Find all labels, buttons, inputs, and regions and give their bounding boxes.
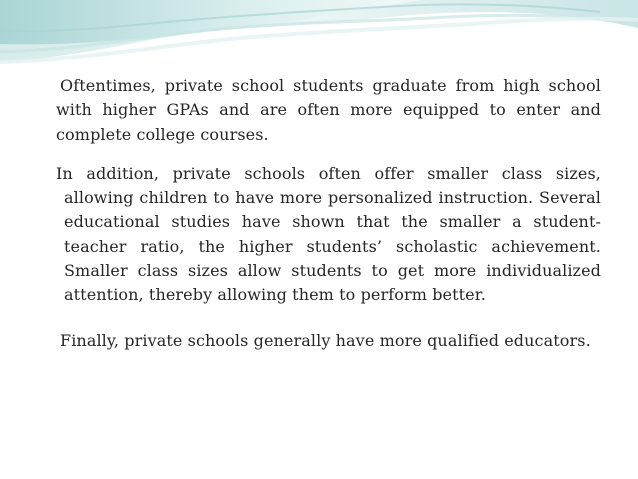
header-wave-decoration [0,0,638,70]
paragraph-1: Oftentimes, private school students graduate from high school with higher GPAs and are often more equipped to enter and complete college courses. [56,76,601,144]
paragraph-2: In addition, private schools often offer smaller class sizes, allowing children to have more personalized instruction. Several educational studies have shown that the smaller a student-teacher ratio, the higher students’ scholastic achievement. Smaller class sizes allow students to get more individualized attention, thereby allowing them to perform better. [56,163,601,305]
paragraph-3: Finally, private schools generally have more qualified educators. [60,330,591,350]
body-text [56,74,601,353]
